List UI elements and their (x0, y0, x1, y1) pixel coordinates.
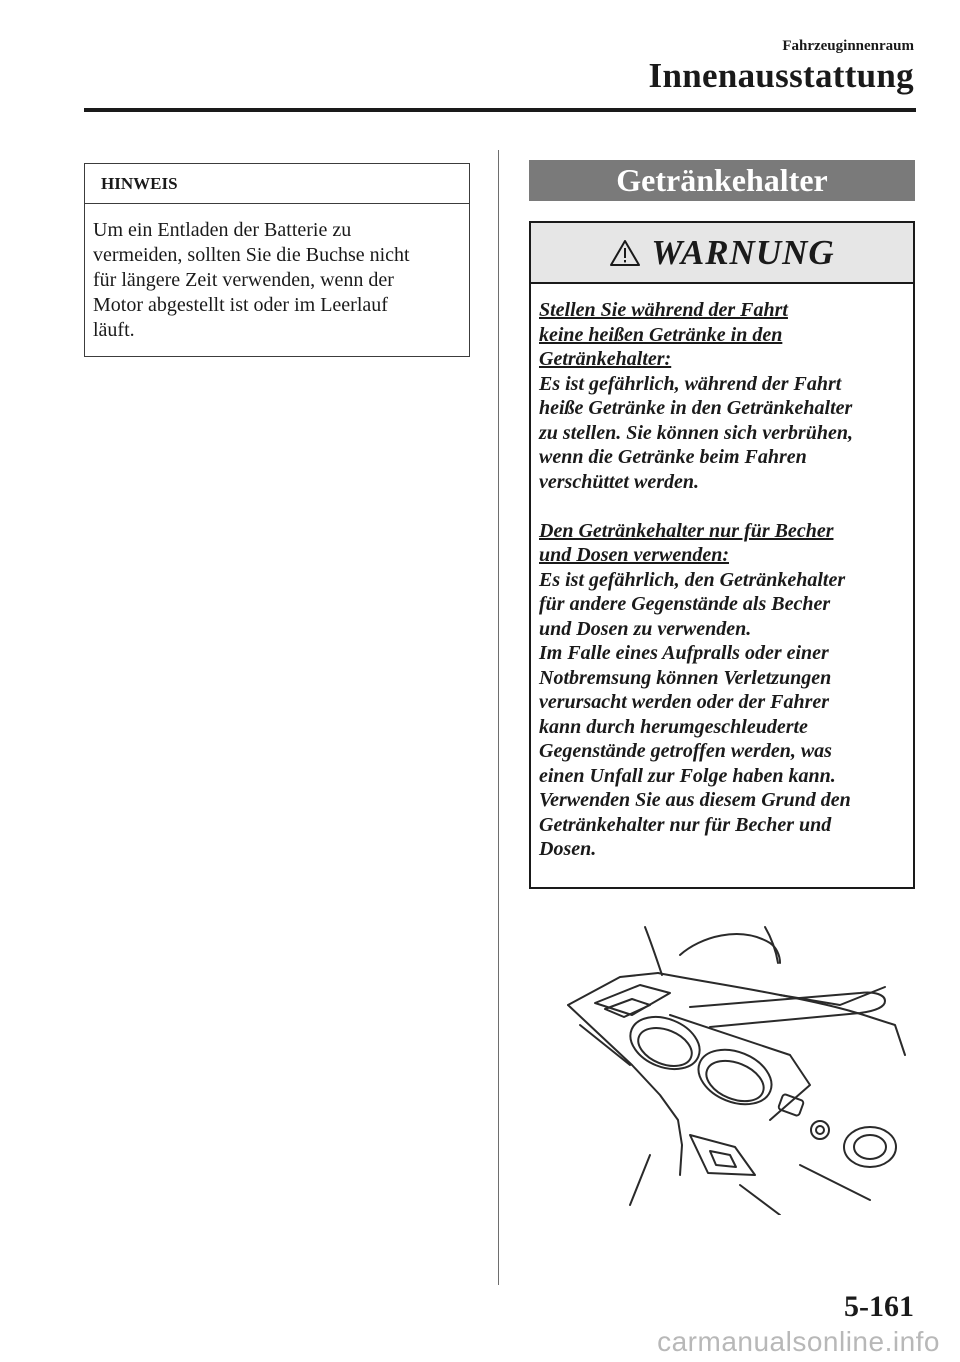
warning-box (529, 221, 915, 889)
cup-holder-illustration (540, 915, 910, 1215)
warning-line: einen Unfall zur Folge haben kann. (539, 764, 836, 787)
warning-line: heiße Getränke in den Getränkehalter (539, 397, 853, 419)
warning-line: Gegenstände getroffen werden, was (539, 740, 832, 762)
warning-header (531, 223, 913, 284)
warning-subheading: Stellen Sie während der Fahrt (539, 299, 788, 321)
paragraph-gap (539, 494, 905, 519)
warning-line: Notbremsung können Verletzungen (539, 666, 832, 689)
warning-line: wenn die Getränke beim Fahren (539, 446, 807, 468)
note-line: Um ein Entladen der Batterie zu (93, 219, 352, 241)
running-header-section: Fahrzeuginnenraum (782, 38, 914, 54)
warning-line: und Dosen zu verwenden. (539, 617, 752, 640)
warning-line: Es ist gefährlich, den Getränkehalter (539, 568, 846, 591)
section-title: Getränkehalter (529, 160, 915, 201)
warning-line: Dosen. (539, 838, 597, 860)
warning-line: für andere Gegenstände als Becher (539, 593, 831, 615)
warning-subheading: Den Getränkehalter nur für Becher (539, 519, 834, 542)
note-line: läuft. (93, 319, 135, 341)
header-rule (84, 108, 916, 112)
warning-line: Es ist gefährlich, während der Fahrt (539, 372, 842, 395)
warning-line: verschüttet werden. (539, 470, 699, 493)
warning-line: Verwenden Sie aus diesem Grund den (539, 789, 851, 811)
warning-triangle-icon (609, 239, 641, 267)
column-divider (498, 150, 499, 1285)
warning-line: zu stellen. Sie können sich verbrühen, (539, 421, 853, 444)
running-header-title: Innenausstattung (648, 56, 914, 95)
watermark: carmanualsonline.info (657, 1326, 940, 1357)
warning-subheading: keine heißen Getränke in den (539, 323, 783, 346)
warning-subheading: und Dosen verwenden: (539, 544, 730, 566)
note-line: Motor abgestellt ist oder im Leerlauf (93, 294, 388, 316)
warning-line: Im Falle eines Aufpralls oder einer (539, 642, 829, 664)
note-body (85, 204, 469, 343)
warning-line: kann durch herumgeschleuderte (539, 715, 808, 738)
warning-body (531, 284, 913, 862)
warning-title: WARNUNG (651, 232, 835, 272)
warning-line: verursacht werden oder der Fahrer (539, 691, 830, 713)
warning-line: Getränkehalter nur für Becher und (539, 813, 832, 836)
note-heading: HINWEIS (85, 164, 469, 204)
note-line: vermeiden, sollten Sie die Buchse nicht (93, 244, 410, 266)
note-line: für längere Zeit verwenden, wenn der (93, 269, 394, 291)
note-box (84, 163, 470, 357)
warning-subheading: Getränkehalter: (539, 348, 672, 370)
page-number: 5-161 (844, 1290, 914, 1323)
